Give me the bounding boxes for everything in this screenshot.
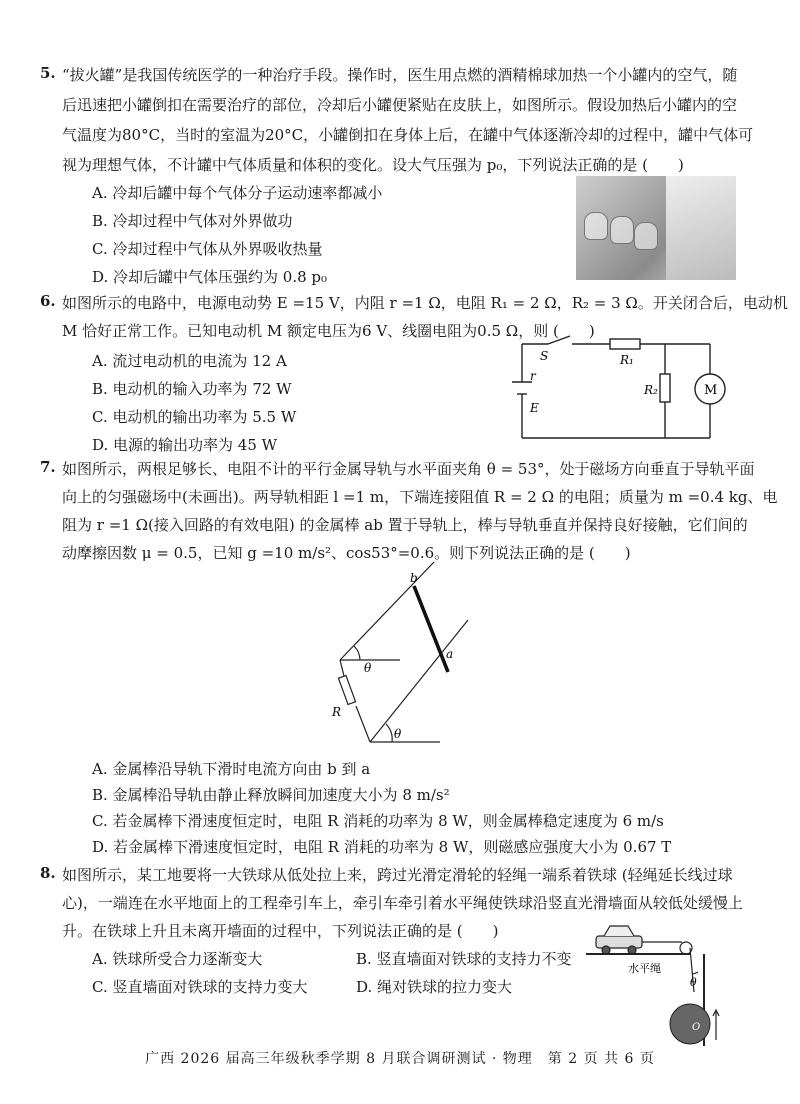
q6-number: 6.: [40, 292, 56, 310]
circuit-diagram: [500, 334, 740, 444]
q8-line-1: 如图所示，某工地要将一大铁球从低处拉上来，跨过光滑定滑轮的轻绳一端系着铁球 (轻绳延长线过球: [62, 866, 733, 884]
cupping-photo: [576, 176, 736, 280]
angle-theta-top: θ: [364, 661, 372, 675]
q8-line-3: 升。在铁球上升且未离开墙面的过程中，下列说法正确的是 ( ): [62, 922, 499, 940]
r1-label: R₁: [620, 353, 634, 367]
q8-option-b: B. 竖直墙面对铁球的支持力不变: [356, 950, 572, 968]
label-b: b: [410, 571, 418, 585]
q7-option-d: D. 若金属棒下滑速度恒定时，电阻 R 消耗的功率为 8 W，则磁感应强度大小为 0.67 T: [92, 838, 672, 856]
rail-diagram: [330, 560, 490, 750]
q7-option-a: A. 金属棒沿导轨下滑时电流方向由 b 到 a: [92, 760, 371, 778]
angle-theta-bottom: θ: [394, 727, 402, 741]
q6-option-d: D. 电源的输出功率为 45 W: [92, 436, 278, 454]
q8-option-a: A. 铁球所受合力逐渐变大: [92, 950, 263, 968]
q7-line-4: 动摩擦因数 μ = 0.5，已知 g =10 m/s²、cos53°=0.6。则下列说法正确的是 ( ): [62, 544, 631, 562]
r2-label: R₂: [644, 383, 658, 397]
q7-line-2: 向上的匀强磁场中(未画出)。两导轨相距 l =1 m，下端连接阻值 R = 2 Ω 的电阻；质量为 m =0.4 kg、电: [62, 488, 778, 506]
emf-label: E: [530, 401, 539, 415]
q5-option-c: C. 冷却过程中气体从外界吸收热量: [92, 240, 323, 258]
q6-option-b: B. 电动机的输入功率为 72 W: [92, 380, 292, 398]
q5-option-b: B. 冷却过程中气体对外界做功: [92, 212, 293, 230]
q7-line-3: 阻为 r =1 Ω(接入回路的有效电阻) 的金属棒 ab 置于导轨上，棒与导轨垂直并保持良好接触，它们间的: [62, 516, 748, 534]
ball-center-label: O: [692, 1022, 701, 1033]
internal-r-label: r: [530, 369, 536, 383]
q5-line-3: 气温度为80°C，当时的室温为20°C，小罐倒扣在身体上后，在罐中气体逐渐冷却的过程中，罐中气体可: [62, 126, 754, 144]
q5-option-d: D. 冷却后罐中气体压强约为 0.8 p₀: [92, 268, 328, 286]
q7-number: 7.: [40, 458, 56, 476]
q5-line-4: 视为理想气体，不计罐中气体质量和体积的变化。设大气压强为 p₀，下列说法正确的是 ( ): [62, 156, 684, 174]
pulley-diagram: [586, 922, 736, 1047]
q8-line-2: 心)，一端连在水平地面上的工程牵引车上，牵引车牵引着水平绳使铁球沿竖直光滑墙面从较低处缓慢上: [62, 894, 743, 912]
motor-label: M: [704, 383, 718, 398]
q6-line-2: M 恰好正常工作。已知电动机 M 额定电压为6 V、线圈电阻为0.5 Ω，则 ( ): [62, 322, 595, 340]
q5-option-a: A. 冷却后罐中每个气体分子运动速率都减小: [92, 184, 383, 202]
q7-option-b: B. 金属棒沿导轨由静止释放瞬间加速度大小为 8 m/s²: [92, 786, 450, 804]
q6-option-a: A. 流过电动机的电流为 12 A: [92, 352, 287, 370]
q5-number: 5.: [40, 64, 56, 82]
q7-option-c: C. 若金属棒下滑速度恒定时，电阻 R 消耗的功率为 8 W，则金属棒稳定速度为 6 m/s: [92, 812, 664, 830]
switch-label: S: [540, 349, 549, 363]
q6-line-1: 如图所示的电路中，电源电动势 E =15 V，内阻 r =1 Ω，电阻 R₁ = 2 Ω，R₂ = 3 Ω。开关闭合后，电动机: [62, 294, 788, 312]
q7-line-1: 如图所示，两根足够长、电阻不计的平行金属导轨与水平面夹角 θ = 53°，处于磁场方向垂直于导轨平面: [62, 460, 755, 478]
page-footer: 广西 2026 届高三年级秋季学期 8 月联合调研测试 · 物理 第 2 页 共 6 页: [145, 1051, 655, 1067]
label-a: a: [446, 647, 454, 661]
q5-line-2: 后迅速把小罐倒扣在需要治疗的部位，冷却后小罐便紧贴在皮肤上，如图所示。假设加热后小罐内的空: [62, 96, 738, 114]
q8-number: 8.: [40, 864, 56, 882]
q6-option-c: C. 电动机的输出功率为 5.5 W: [92, 408, 297, 426]
rope-label: 水平绳: [628, 962, 661, 975]
label-resistor: R: [332, 705, 342, 719]
q8-option-c: C. 竖直墙面对铁球的支持力变大: [92, 978, 308, 996]
q5-line-1: “拔火罐”是我国传统医学的一种治疗手段。操作时，医生用点燃的酒精棉球加热一个小罐内的空气，随: [62, 66, 738, 84]
angle-theta: θ: [690, 976, 697, 989]
q8-option-d: D. 绳对铁球的拉力变大: [356, 978, 513, 996]
